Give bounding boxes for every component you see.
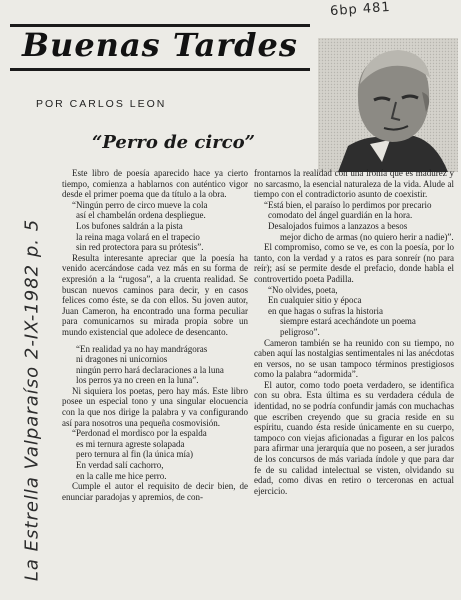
verse-line: comodato del ángel guardián en la hora.	[268, 210, 413, 221]
verse-line: mejor dicho de armas (no quiero herir a nadie)”.	[280, 231, 454, 242]
verse-line: en la calle me hice perro.	[76, 470, 167, 481]
verse-line: ningún perro hará declaraciones a la luna	[76, 364, 224, 375]
paragraph: frontarnos la realidad con una ironía que es madurez y no sarcasmo, la esencial naturaleza de la vida. Alude al tiempo con el contradictorio asunto de coexistir.	[254, 168, 454, 200]
verse-line: sin red protectora para su prótesis”.	[76, 242, 204, 253]
verse-line: los perros ya no creen en la luna”.	[76, 375, 199, 386]
verse-line: ni dragones ni unicornios	[76, 354, 168, 365]
masthead-rule-bottom	[10, 68, 310, 71]
verse-line: es mi ternura agreste solapada	[76, 438, 185, 449]
source-stamp	[2, 210, 62, 590]
paragraph: Este libro de poesía aparecido hace ya cierto tiempo, comienza a hablarnos con auténtico vigor desde el primer poema que da título a la obra.	[62, 168, 248, 200]
verse-line: la reina maga volará en el trapecio	[76, 231, 200, 242]
verse-line: Desalojados fuimos a lanzazos a besos	[268, 220, 408, 231]
verse-line: en que hagas o sufras la historia	[268, 305, 383, 316]
verse-line: “No olvides, poeta,	[268, 284, 338, 295]
verse-line: “En realidad ya no hay mandrágoras	[76, 343, 208, 354]
paragraph: El autor, como todo poeta verdadero, se identifica con su obra. Esta última es su verdadera cédula de identidad, no se podría confundir jamás con muchachas que escriben creyendo que su gracia reside en su espíritu, cuando ésta reside únicamente en su cuerpo, tampoco con viejas aficionadas a figurar en los palcos para afirmar una jerarquía que no poseen, a ser jurados de los concursos de más variada índole y que para dar fe de su calidad intelectual se visten, olvidando su edad, como divas en retiro o terceronas en actual ejercicio.	[254, 379, 454, 496]
author-byline: POR CARLOS LEON	[36, 98, 167, 110]
column-masthead: Buenas Tardes	[22, 26, 298, 64]
paragraph: Cameron también se ha reunido con su tiempo, no caben aquí las nostalgias sentimentales ni las anécdotas en versos, no se usan tampoco términos prestigiosos como la palabra “adormida”.	[254, 337, 454, 380]
verse-line: pero ternura al fin (la única mía)	[76, 449, 193, 460]
article-column-right	[254, 168, 454, 496]
paragraph: Cumple el autor el requisito de decir bien, de enunciar paradojas y apremios, de con-	[62, 481, 248, 502]
verse-line: siempre estará acechándote un poema peligroso”.	[280, 316, 416, 337]
verse-line: así el chambelán ordena despliegue.	[76, 210, 206, 221]
source-stamp-text: La Estrella Valparaíso 2-IX-1982 p. 5	[21, 218, 43, 582]
article-headline: “Perro de circo”	[92, 132, 256, 153]
paragraph: El compromiso, como se ve, es con la poesía, por lo tanto, con la verdad y a ratos es para sonreír (no para reír); así se permite desde el prefacio, donde habla el controvertido poeta Padilla.	[254, 242, 454, 284]
paragraph: Ni siquiera los poetas, pero hay más. Este libro posee un especial tono y una singular elocuencia con la que nos dirige la palabra y va configurando así para nosotros una pequeña cosmovisión.	[62, 385, 248, 428]
verse-line: En verdad salí cachorro,	[76, 460, 164, 471]
paragraph: “Perdonad el mordisco por la espalda	[72, 428, 207, 439]
article-column-left	[62, 168, 248, 502]
verse-line: En cualquier sitio y época	[268, 295, 362, 306]
paragraph: “Ningún perro de circo mueve la cola	[72, 199, 208, 210]
author-photo	[318, 38, 458, 172]
paragraph: Resulta interesante apreciar que la poesía ha venido acercándose cada vez más en su forma de expresión a la “rugosa”, a la cruenta realidad. Se buscan nuevos caminos para decir, y en casos felices como éste, se da con ellos. Su joven autor, Juan Cameron, ha encontrado una forma peculiar para comunicarnos su mirada propia sobre un mundo existencial que adolece de desencanto.	[62, 252, 248, 337]
verse-line: Los bufones saldrán a la pista	[76, 220, 183, 231]
handwritten-reference: 6bp 481	[329, 0, 392, 20]
paragraph: “Está bien, el paraíso lo perdimos por precario	[264, 199, 432, 210]
author-portrait-image	[318, 38, 458, 172]
